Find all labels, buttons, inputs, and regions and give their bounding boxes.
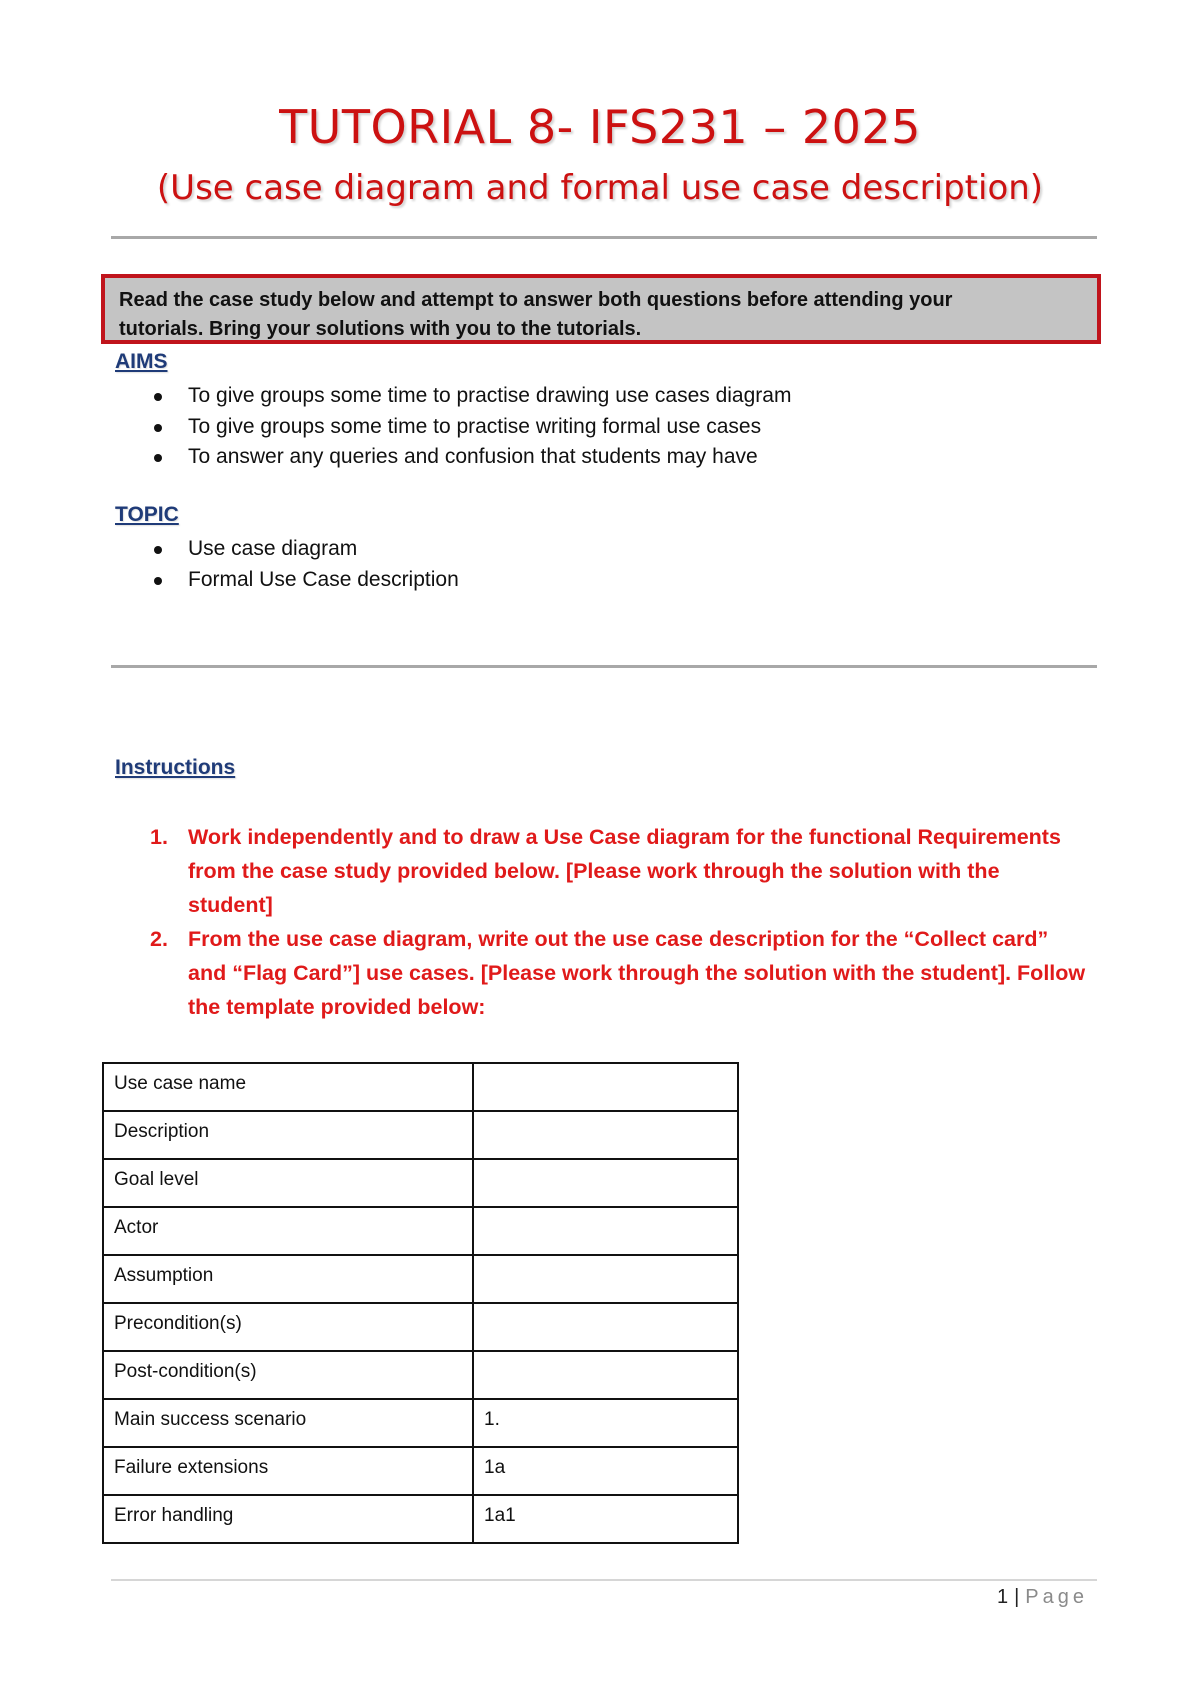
page-subtitle: (Use case diagram and formal use case description)	[156, 168, 1044, 208]
table-cell-value	[473, 1159, 738, 1207]
notice-box	[101, 274, 1101, 344]
table-cell-label: Actor	[103, 1207, 473, 1255]
bullet-icon	[154, 393, 162, 401]
instruction-text: Work independently and to draw a Use Case diagram for the functional Requirements from the case study provided below. [Please work through the solution with the student]	[188, 825, 1061, 917]
table-cell-label: Main success scenario	[103, 1399, 473, 1447]
bullet-icon	[154, 424, 162, 432]
table-cell-label: Goal level	[103, 1159, 473, 1207]
table-row	[103, 1303, 738, 1351]
table-cell-value: 1a	[473, 1447, 738, 1495]
table-row	[103, 1063, 738, 1111]
table-cell-label: Post-condition(s)	[103, 1351, 473, 1399]
table-cell-label: Failure extensions	[103, 1447, 473, 1495]
table-cell-value	[473, 1351, 738, 1399]
table-cell-label: Precondition(s)	[103, 1303, 473, 1351]
aims-item-text: To give groups some time to practise drawing use cases diagram	[188, 384, 792, 407]
table-row	[103, 1447, 738, 1495]
table-row	[103, 1159, 738, 1207]
list-item	[150, 412, 791, 443]
table-cell-label: Use case name	[103, 1063, 473, 1111]
table-cell-value	[473, 1063, 738, 1111]
instruction-item	[150, 820, 1090, 922]
topic-list	[150, 534, 459, 595]
header-divider	[111, 236, 1097, 239]
list-item	[150, 381, 791, 412]
page-title: TUTORIAL 8- IFS231 – 2025	[279, 100, 921, 154]
table-cell-value: 1a1	[473, 1495, 738, 1543]
table-cell-label: Assumption	[103, 1255, 473, 1303]
footer-separator: |	[1014, 1586, 1020, 1608]
notice-line-1: Read the case study below and attempt to answer both questions before attending your	[119, 289, 953, 311]
table-row	[103, 1399, 738, 1447]
table-row	[103, 1351, 738, 1399]
page-number: 1	[996, 1586, 1009, 1608]
list-item	[150, 534, 459, 565]
page-label: Page	[1025, 1586, 1088, 1608]
list-item	[150, 565, 459, 596]
table-row	[103, 1255, 738, 1303]
instruction-item	[150, 922, 1090, 1024]
aims-list	[150, 381, 791, 473]
topic-item-text: Formal Use Case description	[188, 567, 459, 591]
use-case-template-table	[102, 1062, 739, 1544]
instruction-text: From the use case diagram, write out the use case description for the “Collect card” and “Flag Card”] use cases. [Please work through the solution with the student]. Follow the template provided below:	[188, 927, 1086, 1019]
aims-item-text: To answer any queries and confusion that students may have	[188, 445, 758, 468]
list-item	[150, 442, 791, 473]
table-cell-label: Description	[103, 1111, 473, 1159]
footer-divider	[111, 1579, 1097, 1581]
instructions-list	[150, 820, 1090, 1024]
aims-heading: AIMS	[115, 350, 168, 373]
table-cell-label: Error handling	[103, 1495, 473, 1543]
table-cell-value	[473, 1207, 738, 1255]
table-row	[103, 1495, 738, 1543]
table-cell-value	[473, 1255, 738, 1303]
topic-heading: TOPIC	[115, 503, 179, 526]
instruction-number: 2.	[150, 927, 168, 951]
aims-item-text: To give groups some time to practise writing formal use cases	[188, 414, 762, 438]
topic-item-text: Use case diagram	[188, 537, 358, 560]
table-row	[103, 1207, 738, 1255]
table-row	[103, 1111, 738, 1159]
bullet-icon	[154, 546, 162, 554]
table-cell-value	[473, 1111, 738, 1159]
bullet-icon	[154, 577, 162, 585]
section-divider	[111, 665, 1097, 668]
bullet-icon	[154, 454, 162, 462]
instructions-heading: Instructions	[115, 756, 236, 779]
notice-line-2: tutorials. Bring your solutions with you to the tutorials.	[119, 318, 642, 340]
table-cell-value	[473, 1303, 738, 1351]
instruction-number: 1.	[150, 825, 168, 849]
page-footer	[997, 1586, 1088, 1609]
table-cell-value: 1.	[473, 1399, 738, 1447]
